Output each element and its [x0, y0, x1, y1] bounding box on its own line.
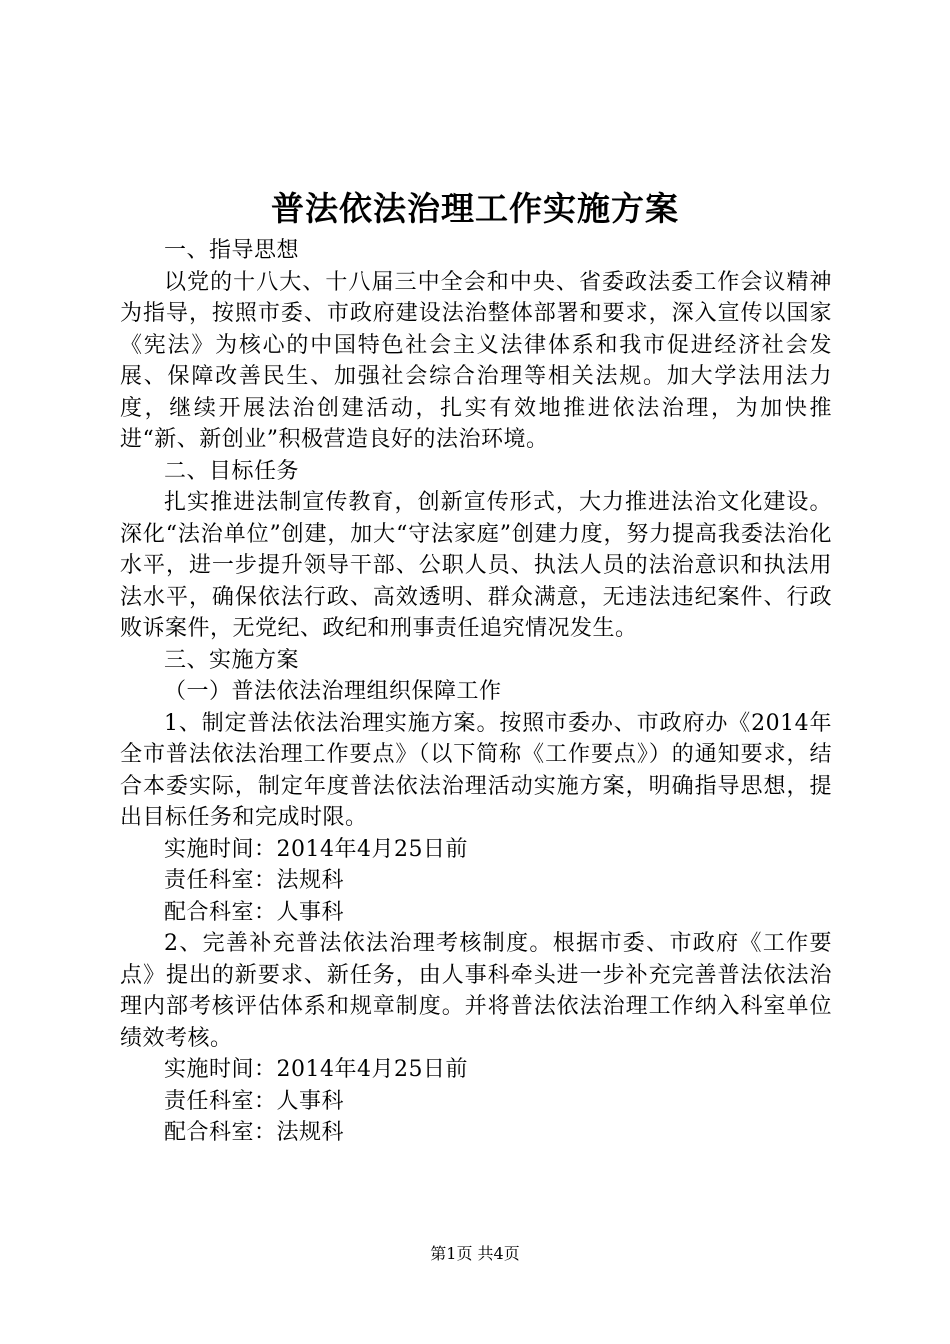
body-paragraph: 1、制定普法依法治理实施方案。按照市委办、市政府办《2014年全市普法依法治理工作要点》（以下简称《工作要点》）的通知要求，结合本委实际，制定年度普法依法治理活动实施方案，明确指导思想，提出目标任务和完成时限。	[120, 710, 832, 830]
section-heading: 一、指导思想	[164, 238, 300, 263]
page-footer: 第1页 共4页	[430, 1244, 520, 1263]
section-heading: 二、目标任务	[164, 458, 300, 484]
schedule-line: 实施时间：2014年4月25日前	[164, 836, 468, 862]
responsible-line: 责任科室：法规科	[164, 868, 345, 893]
schedule-line: 实施时间：2014年4月25日前	[164, 1057, 468, 1082]
cooperating-line: 配合科室：法规科	[164, 1120, 345, 1145]
cooperating-line: 配合科室：人事科	[164, 899, 345, 925]
document-body	[120, 235, 832, 1149]
subsection-heading: （一）普法依法治理组织保障工作	[164, 679, 502, 704]
body-paragraph: 以党的十八大、十八届三中全会和中央、省委政法委工作会议精神为指导，按照市委、市政府建设法治整体部署和要求，深入宣传以国家《宪法》为核心的中国特色社会主义法律体系和我市促进经济社会发展、保障改善民生、加强社会综合治理等相关法规。加大学法用法力度，继续开展法治创建活动，扎实有效地推进依法治理，为加快推进“新、新创业”积极营造良好的法治环境。	[120, 269, 832, 452]
body-paragraph: 2、完善补充普法依法治理考核制度。根据市委、市政府《工作要点》提出的新要求、新任务，由人事科牵头进一步补充完善普法依法治理内部考核评估体系和规章制度。并将普法依法治理工作纳入科室单位绩效考核。	[120, 931, 832, 1051]
section-heading: 三、实施方案	[164, 647, 300, 673]
body-paragraph: 扎实推进法制宣传教育，创新宣传形式，大力推进法治文化建设。深化“法治单位”创建，加大“守法家庭”创建力度，努力提高我委法治化水平，进一步提升领导干部、公职人员、执法人员的法治意识和执法用法水平，确保依法行政、高效透明、群众满意，无违法违纪案件、行政败诉案件，无党纪、政纪和刑事责任追究情况发生。	[120, 490, 832, 641]
responsible-line: 责任科室：人事科	[164, 1088, 345, 1114]
document-title: 普法依法治理工作实施方案	[271, 189, 679, 228]
